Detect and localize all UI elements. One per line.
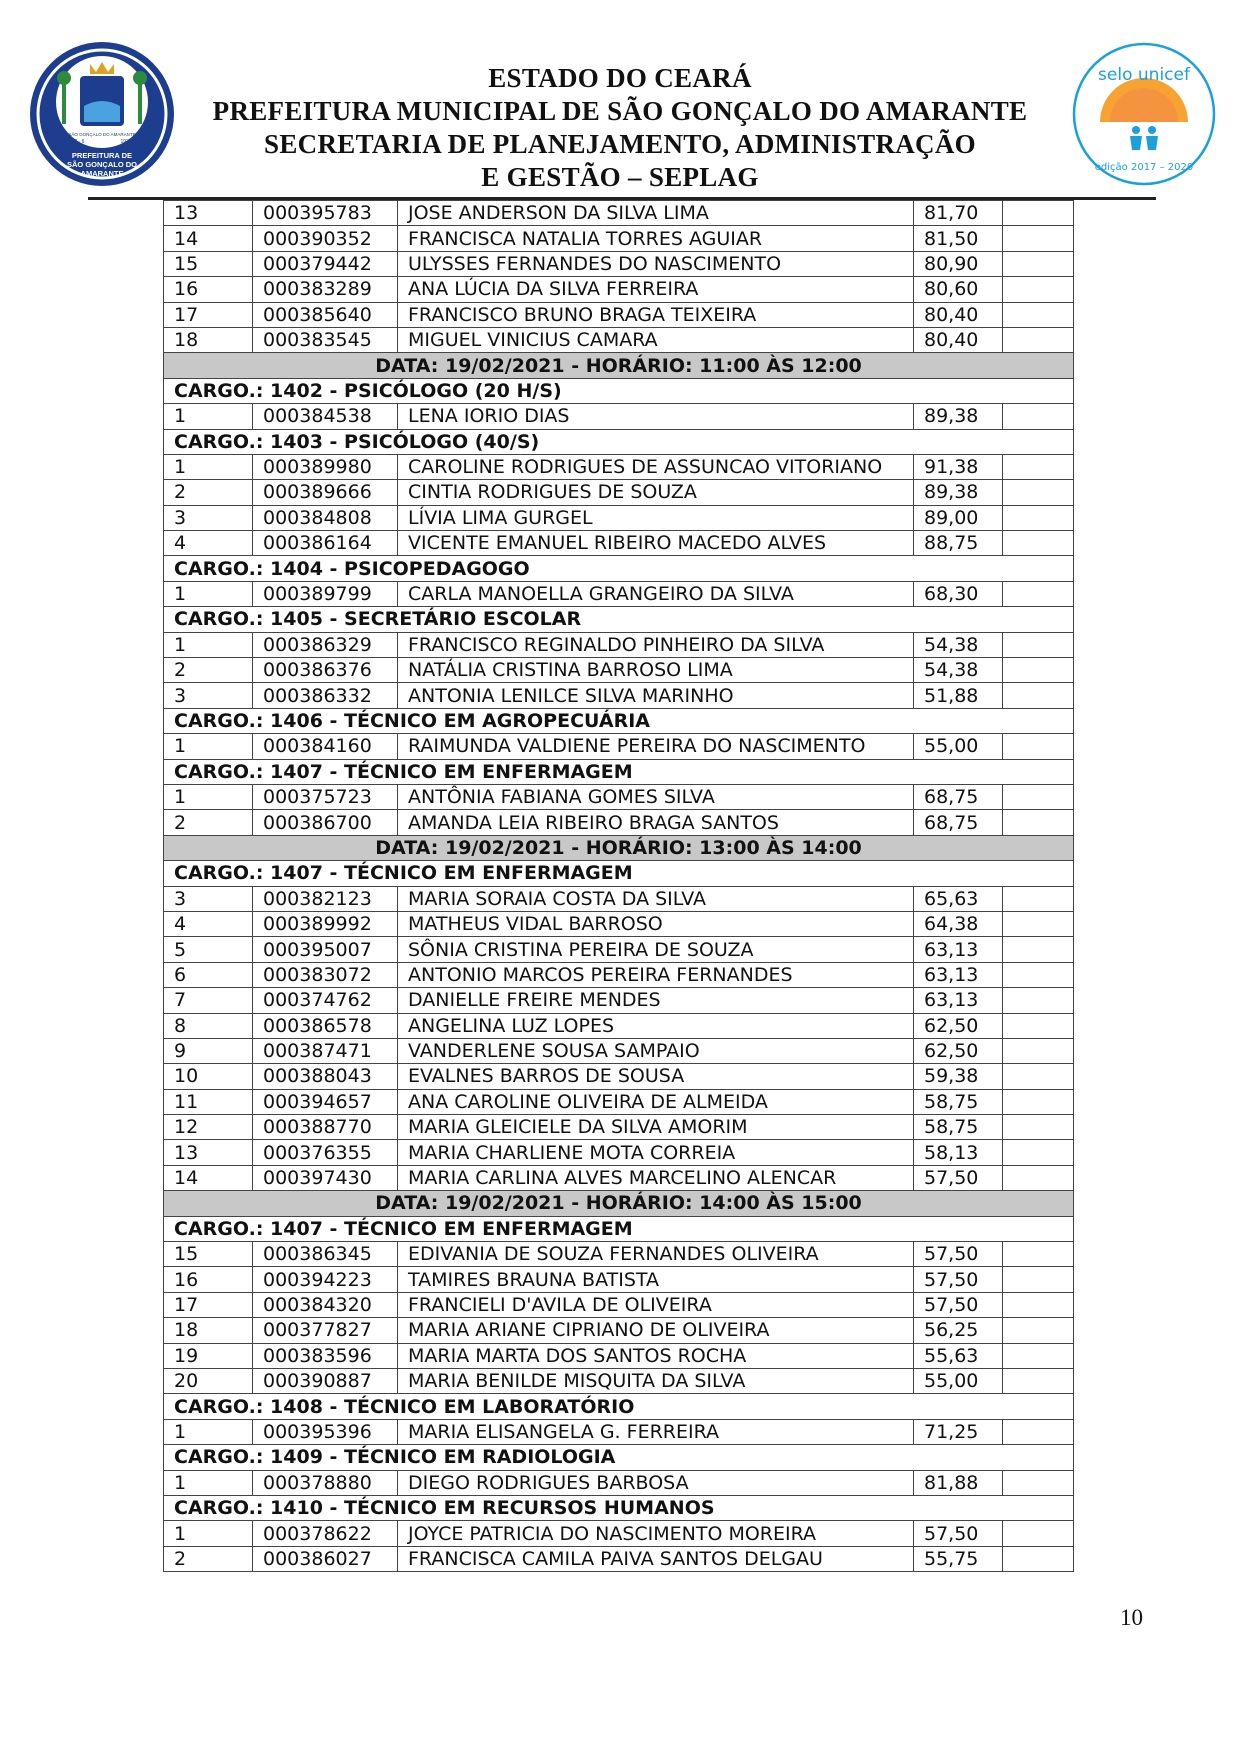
empty-cell [1003,277,1074,302]
rank-cell: 8 [164,1013,253,1038]
registration-cell: 000386164 [253,531,398,556]
registration-cell: 000386345 [253,1242,398,1267]
registration-cell: 000387471 [253,1038,398,1063]
name-cell: VICENTE EMANUEL RIBEIRO MACEDO ALVES [398,531,914,556]
empty-cell [1003,1115,1074,1140]
empty-cell [1003,683,1074,708]
name-cell: ANTONIO MARCOS PEREIRA FERNANDES [398,962,914,987]
cargo-label: CARGO.: 1407 - TÉCNICO EM ENFERMAGEM [164,1216,1074,1241]
score-cell: 65,63 [914,886,1003,911]
name-cell: LENA IORIO DIAS [398,404,914,429]
name-cell: EDIVANIA DE SOUZA FERNANDES OLIVEIRA [398,1242,914,1267]
name-cell: LÍVIA LIMA GURGEL [398,505,914,530]
table-row [164,988,1074,1013]
name-cell: ULYSSES FERNANDES DO NASCIMENTO [398,251,914,276]
table-row [164,937,1074,962]
score-cell: 55,75 [914,1546,1003,1571]
seal-year-left: 27 · 6 [71,139,85,145]
empty-cell [1003,1267,1074,1292]
score-cell: 89,00 [914,505,1003,530]
unicef-seal-logo [1070,40,1218,188]
registration-cell: 000390352 [253,226,398,251]
score-cell: 54,38 [914,658,1003,683]
empty-cell [1003,1089,1074,1114]
rank-cell: 9 [164,1038,253,1063]
cargo-label: CARGO.: 1407 - TÉCNICO EM ENFERMAGEM [164,759,1074,784]
name-cell: MARIA GLEICIELE DA SILVA AMORIM [398,1115,914,1140]
empty-cell [1003,1546,1074,1571]
table-row [164,734,1074,759]
registration-cell: 000394657 [253,1089,398,1114]
table-row [164,1115,1074,1140]
cargo-label: CARGO.: 1403 - PSICÓLOGO (40/S) [164,429,1074,454]
registration-cell: 000383289 [253,277,398,302]
table-row [164,1140,1074,1165]
empty-cell [1003,1165,1074,1190]
table-row [164,911,1074,936]
table-row [164,1013,1074,1038]
score-cell: 80,40 [914,327,1003,352]
name-cell: FRANCISCA NATALIA TORRES AGUIAR [398,226,914,251]
table-row [164,962,1074,987]
name-cell: ANGELINA LUZ LOPES [398,1013,914,1038]
date-header-row [164,835,1074,860]
seal-caption-line2: SÃO GONÇALO DO [66,160,138,169]
cargo-header-row [164,429,1074,454]
registration-cell: 000385640 [253,302,398,327]
rank-cell: 3 [164,886,253,911]
cargo-header-row [164,861,1074,886]
name-cell: VANDERLENE SOUSA SAMPAIO [398,1038,914,1063]
rank-cell: 2 [164,1546,253,1571]
rank-cell: 14 [164,226,253,251]
rank-cell: 7 [164,988,253,1013]
rank-cell: 13 [164,1140,253,1165]
cargo-label: CARGO.: 1407 - TÉCNICO EM ENFERMAGEM [164,861,1074,886]
name-cell: ANA CAROLINE OLIVEIRA DE ALMEIDA [398,1089,914,1114]
registration-cell: 000383596 [253,1343,398,1368]
registration-cell: 000375723 [253,784,398,809]
rank-cell: 10 [164,1064,253,1089]
score-cell: 57,50 [914,1267,1003,1292]
rank-cell: 4 [164,531,253,556]
rank-cell: 11 [164,1089,253,1114]
name-cell: MARIA ELISANGELA G. FERREIRA [398,1419,914,1444]
score-cell: 58,13 [914,1140,1003,1165]
rank-cell: 18 [164,1318,253,1343]
score-cell: 51,88 [914,683,1003,708]
empty-cell [1003,454,1074,479]
registration-cell: 000384320 [253,1292,398,1317]
registration-cell: 000383545 [253,327,398,352]
registration-cell: 000378880 [253,1470,398,1495]
rank-cell: 19 [164,1343,253,1368]
empty-cell [1003,734,1074,759]
table-row [164,1419,1074,1444]
table-row [164,632,1074,657]
score-cell: 63,13 [914,988,1003,1013]
score-cell: 68,75 [914,784,1003,809]
table-row [164,683,1074,708]
table-row [164,1242,1074,1267]
empty-cell [1003,1343,1074,1368]
empty-cell [1003,1242,1074,1267]
table-row [164,480,1074,505]
table-row [164,1470,1074,1495]
results-table [163,200,1074,1572]
empty-cell [1003,505,1074,530]
name-cell: FRANCISCO REGINALDO PINHEIRO DA SILVA [398,632,914,657]
empty-cell [1003,1064,1074,1089]
rank-cell: 14 [164,1165,253,1190]
registration-cell: 000377827 [253,1318,398,1343]
rank-cell: 1 [164,1470,253,1495]
score-cell: 80,60 [914,277,1003,302]
cargo-header-row [164,1216,1074,1241]
seal-year-right: 1938 [120,139,132,145]
empty-cell [1003,658,1074,683]
registration-cell: 000378622 [253,1521,398,1546]
table-row [164,1064,1074,1089]
score-cell: 63,13 [914,962,1003,987]
registration-cell: 000384160 [253,734,398,759]
seal-caption-line3: AMARANTE [80,169,124,178]
name-cell: JOSE ANDERSON DA SILVA LIMA [398,201,914,226]
secretariat-title-cont: E GESTÃO – SEPLAG [481,162,759,192]
registration-cell: 000388770 [253,1115,398,1140]
table-row [164,1521,1074,1546]
name-cell: MARIA BENILDE MISQUITA DA SILVA [398,1368,914,1393]
empty-cell [1003,1368,1074,1393]
empty-cell [1003,1318,1074,1343]
registration-cell: 000397430 [253,1165,398,1190]
rank-cell: 13 [164,201,253,226]
score-cell: 89,38 [914,480,1003,505]
name-cell: DIEGO RODRIGUES BARBOSA [398,1470,914,1495]
score-cell: 58,75 [914,1115,1003,1140]
cargo-header-row [164,607,1074,632]
empty-cell [1003,962,1074,987]
table-row [164,226,1074,251]
secretariat-title: SECRETARIA DE PLANEJAMENTO, ADMINISTRAÇÃO [264,129,976,159]
cargo-label: CARGO.: 1404 - PSICOPEDAGOGO [164,556,1074,581]
registration-cell: 000390887 [253,1368,398,1393]
cargo-label: CARGO.: 1402 - PSICÓLOGO (20 H/S) [164,378,1074,403]
table-row [164,454,1074,479]
table-row [164,658,1074,683]
registration-cell: 000389992 [253,911,398,936]
registration-cell: 000388043 [253,1064,398,1089]
cargo-header-row [164,759,1074,784]
cargo-label: CARGO.: 1409 - TÉCNICO EM RADIOLOGIA [164,1445,1074,1470]
table-row [164,505,1074,530]
cargo-header-row [164,378,1074,403]
date-label: DATA: 19/02/2021 - HORÁRIO: 14:00 ÀS 15:00 [164,1191,1074,1216]
empty-cell [1003,1521,1074,1546]
score-cell: 57,50 [914,1242,1003,1267]
registration-cell: 000386332 [253,683,398,708]
registration-cell: 000395783 [253,201,398,226]
name-cell: FRANCISCO BRUNO BRAGA TEIXEIRA [398,302,914,327]
score-cell: 57,50 [914,1521,1003,1546]
rank-cell: 6 [164,962,253,987]
rank-cell: 17 [164,1292,253,1317]
name-cell: RAIMUNDA VALDIENE PEREIRA DO NASCIMENTO [398,734,914,759]
registration-cell: 000389980 [253,454,398,479]
score-cell: 58,75 [914,1089,1003,1114]
rank-cell: 1 [164,632,253,657]
score-cell: 54,38 [914,632,1003,657]
registration-cell: 000386027 [253,1546,398,1571]
score-cell: 62,50 [914,1038,1003,1063]
table-row [164,1165,1074,1190]
score-cell: 62,50 [914,1013,1003,1038]
rank-cell: 1 [164,454,253,479]
name-cell: SÔNIA CRISTINA PEREIRA DE SOUZA [398,937,914,962]
cargo-header-row [164,1445,1074,1470]
date-header-row [164,1191,1074,1216]
registration-cell: 000395007 [253,937,398,962]
registration-cell: 000386700 [253,810,398,835]
empty-cell [1003,1470,1074,1495]
rank-cell: 1 [164,1419,253,1444]
unicef-top-text: selo unicef [1098,65,1190,85]
name-cell: FRANCISCA CAMILA PAIVA SANTOS DELGAU [398,1546,914,1571]
cargo-header-row [164,708,1074,733]
name-cell: EVALNES BARROS DE SOUSA [398,1064,914,1089]
name-cell: DANIELLE FREIRE MENDES [398,988,914,1013]
name-cell: CAROLINE RODRIGUES DE ASSUNCAO VITORIANO [398,454,914,479]
empty-cell [1003,1419,1074,1444]
empty-cell [1003,937,1074,962]
empty-cell [1003,1140,1074,1165]
table-row [164,531,1074,556]
score-cell: 63,13 [914,937,1003,962]
date-label: DATA: 19/02/2021 - HORÁRIO: 13:00 ÀS 14:00 [164,835,1074,860]
registration-cell: 000374762 [253,988,398,1013]
empty-cell [1003,480,1074,505]
rank-cell: 17 [164,302,253,327]
score-cell: 59,38 [914,1064,1003,1089]
score-cell: 89,38 [914,404,1003,429]
empty-cell [1003,531,1074,556]
score-cell: 80,90 [914,251,1003,276]
score-cell: 55,00 [914,734,1003,759]
document-header [0,0,1241,210]
prefecture-title: PREFEITURA MUNICIPAL DE SÃO GONÇALO DO AMARANTE [212,96,1028,126]
empty-cell [1003,226,1074,251]
cargo-label: CARGO.: 1408 - TÉCNICO EM LABORATÓRIO [164,1394,1074,1419]
score-cell: 64,38 [914,911,1003,936]
empty-cell [1003,404,1074,429]
empty-cell [1003,327,1074,352]
date-header-row [164,353,1074,378]
registration-cell: 000384538 [253,404,398,429]
rank-cell: 1 [164,734,253,759]
rank-cell: 3 [164,683,253,708]
cargo-label: CARGO.: 1406 - TÉCNICO EM AGROPECUÁRIA [164,708,1074,733]
score-cell: 91,38 [914,454,1003,479]
empty-cell [1003,201,1074,226]
rank-cell: 15 [164,1242,253,1267]
empty-cell [1003,1292,1074,1317]
empty-cell [1003,1038,1074,1063]
date-label: DATA: 19/02/2021 - HORÁRIO: 11:00 ÀS 12:00 [164,353,1074,378]
score-cell: 81,88 [914,1470,1003,1495]
name-cell: MATHEUS VIDAL BARROSO [398,911,914,936]
score-cell: 55,63 [914,1343,1003,1368]
table-row [164,302,1074,327]
registration-cell: 000395396 [253,1419,398,1444]
table-row [164,201,1074,226]
empty-cell [1003,581,1074,606]
table-row [164,327,1074,352]
registration-cell: 000382123 [253,886,398,911]
table-row [164,1292,1074,1317]
table-row [164,581,1074,606]
table-row [164,404,1074,429]
seal-ribbon-text: SÃO GONÇALO DO AMARANTE [68,132,136,137]
rank-cell: 1 [164,581,253,606]
table-row [164,1267,1074,1292]
name-cell: AMANDA LEIA RIBEIRO BRAGA SANTOS [398,810,914,835]
registration-cell: 000394223 [253,1267,398,1292]
table-row [164,1089,1074,1114]
registration-cell: 000386329 [253,632,398,657]
name-cell: MARIA MARTA DOS SANTOS ROCHA [398,1343,914,1368]
name-cell: JOYCE PATRICIA DO NASCIMENTO MOREIRA [398,1521,914,1546]
rank-cell: 3 [164,505,253,530]
table-row [164,784,1074,809]
rank-cell: 2 [164,480,253,505]
empty-cell [1003,632,1074,657]
score-cell: 57,50 [914,1165,1003,1190]
name-cell: MARIA ARIANE CIPRIANO DE OLIVEIRA [398,1318,914,1343]
name-cell: MIGUEL VINICIUS CAMARA [398,327,914,352]
cargo-header-row [164,1495,1074,1520]
registration-cell: 000376355 [253,1140,398,1165]
score-cell: 71,25 [914,1419,1003,1444]
table-row [164,251,1074,276]
name-cell: NATÁLIA CRISTINA BARROSO LIMA [398,658,914,683]
score-cell: 55,00 [914,1368,1003,1393]
empty-cell [1003,810,1074,835]
cargo-label: CARGO.: 1410 - TÉCNICO EM RECURSOS HUMANOS [164,1495,1074,1520]
score-cell: 81,50 [914,226,1003,251]
empty-cell [1003,1013,1074,1038]
registration-cell: 000386376 [253,658,398,683]
name-cell: MARIA CARLINA ALVES MARCELINO ALENCAR [398,1165,914,1190]
empty-cell [1003,911,1074,936]
rank-cell: 1 [164,784,253,809]
registration-cell: 000384808 [253,505,398,530]
score-cell: 57,50 [914,1292,1003,1317]
empty-cell [1003,784,1074,809]
table-row [164,1038,1074,1063]
table-row [164,1546,1074,1571]
score-cell: 88,75 [914,531,1003,556]
empty-cell [1003,251,1074,276]
score-cell: 56,25 [914,1318,1003,1343]
table-row [164,1343,1074,1368]
page-number: 10 [1120,1605,1143,1630]
rank-cell: 16 [164,277,253,302]
rank-cell: 1 [164,404,253,429]
rank-cell: 16 [164,1267,253,1292]
name-cell: CARLA MANOELLA GRANGEIRO DA SILVA [398,581,914,606]
name-cell: TAMIRES BRAUNA BATISTA [398,1267,914,1292]
name-cell: CINTIA RODRIGUES DE SOUZA [398,480,914,505]
rank-cell: 2 [164,810,253,835]
score-cell: 68,30 [914,581,1003,606]
table-row [164,1368,1074,1393]
state-title: ESTADO DO CEARÁ [488,63,752,93]
cargo-label: CARGO.: 1405 - SECRETÁRIO ESCOLAR [164,607,1074,632]
municipal-seal-logo [28,40,176,188]
name-cell: ANTÔNIA FABIANA GOMES SILVA [398,784,914,809]
empty-cell [1003,886,1074,911]
empty-cell [1003,302,1074,327]
rank-cell: 1 [164,1521,253,1546]
score-cell: 81,70 [914,201,1003,226]
registration-cell: 000389666 [253,480,398,505]
cargo-header-row [164,556,1074,581]
rank-cell: 20 [164,1368,253,1393]
name-cell: FRANCIELI D'AVILA DE OLIVEIRA [398,1292,914,1317]
score-cell: 80,40 [914,302,1003,327]
table-row [164,810,1074,835]
rank-cell: 18 [164,327,253,352]
name-cell: MARIA CHARLIENE MOTA CORREIA [398,1140,914,1165]
empty-cell [1003,988,1074,1013]
cargo-header-row [164,1394,1074,1419]
name-cell: ANA LÚCIA DA SILVA FERREIRA [398,277,914,302]
name-cell: MARIA SORAIA COSTA DA SILVA [398,886,914,911]
rank-cell: 12 [164,1115,253,1140]
unicef-bottom-text: edição 2017 – 2020 [1094,162,1194,173]
registration-cell: 000379442 [253,251,398,276]
table-row [164,886,1074,911]
rank-cell: 15 [164,251,253,276]
score-cell: 68,75 [914,810,1003,835]
rank-cell: 4 [164,911,253,936]
seal-caption-line1: PREFEITURA DE [71,151,133,160]
table-row [164,1318,1074,1343]
registration-cell: 000383072 [253,962,398,987]
rank-cell: 2 [164,658,253,683]
rank-cell: 5 [164,937,253,962]
registration-cell: 000389799 [253,581,398,606]
registration-cell: 000386578 [253,1013,398,1038]
header-titles [170,62,1070,194]
table-row [164,277,1074,302]
name-cell: ANTONIA LENILCE SILVA MARINHO [398,683,914,708]
